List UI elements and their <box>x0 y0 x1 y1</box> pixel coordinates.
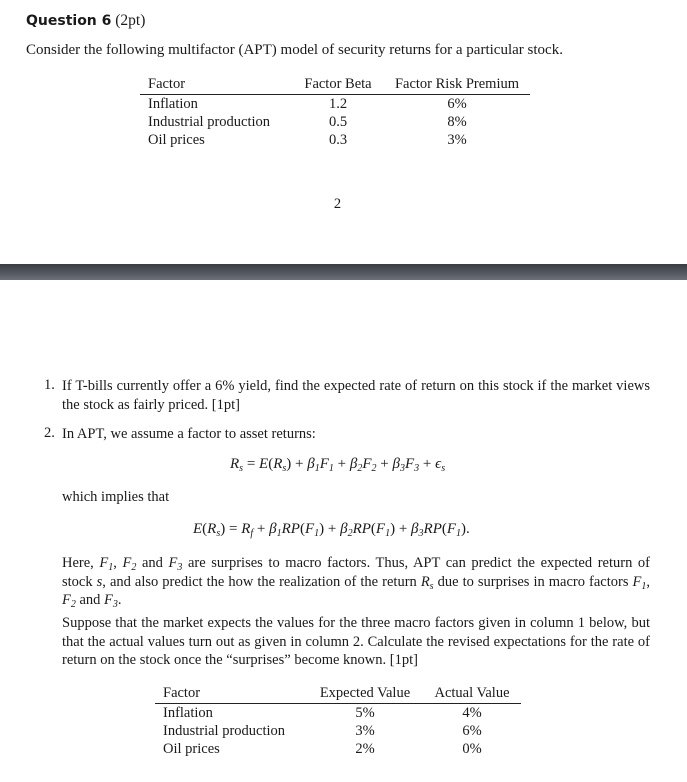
macro-factor-surprise-table <box>155 684 521 758</box>
para-text: and <box>136 555 169 571</box>
table-cell: Inflation <box>163 705 213 721</box>
page-separator <box>0 264 687 280</box>
table-cell: 1.2 <box>328 96 348 112</box>
question-heading <box>26 12 145 30</box>
which-implies-text: which implies that <box>62 489 170 505</box>
table-cell: 5% <box>355 705 375 721</box>
surprises-paragraph: Here, $F_1$, $F_2$ and $F_3$ are surprises to macro factors. Thus, APT can predict the expected return of stock s, and also predict the how the realization of the return $R_s$ due to surprises in macro factors $F_1$, $F_2$ and $F_3$. <box>62 555 651 610</box>
para-text: , and also predict the how the realization of the return <box>102 573 421 590</box>
table-cell: 3% <box>447 132 467 148</box>
table-cell: 3% <box>355 723 375 739</box>
list-item-number: 2. <box>44 425 55 441</box>
para-text: , <box>113 555 123 571</box>
table-cell: 6% <box>447 96 467 112</box>
page-number: 2 <box>333 196 342 212</box>
table-row <box>155 740 521 758</box>
table-row <box>155 704 521 723</box>
table-cell: Inflation <box>148 96 198 112</box>
table-row <box>140 95 530 114</box>
question-label: Question 6 <box>26 13 112 29</box>
suppose-paragraph: Suppose that the market expects the values for the three macro factors given in column 1 below, but that the actual values turn out as given in column 2. Calculate the revised expectations for the rate of return on the stock once the “surprises” become known. [1pt] <box>62 615 650 668</box>
question-points: (2pt) <box>115 12 146 29</box>
equation-expected-return: $E(R_s) = R_f + \beta_1RP(F_1) + \beta_2RP(F_1) + \beta_3RP(F_1)$. <box>193 521 470 539</box>
table-row <box>140 131 530 149</box>
table-cell: Industrial production <box>163 723 286 739</box>
table-row <box>155 722 521 740</box>
table-cell: 0% <box>462 741 482 757</box>
table-header-cell: Expected Value <box>307 684 423 704</box>
table-cell: 6% <box>462 723 482 739</box>
table-header-row <box>155 684 521 704</box>
para-text: . <box>117 592 122 608</box>
table-row <box>140 113 530 131</box>
list-item-number: 1. <box>44 377 55 393</box>
table-cell: 2% <box>355 741 375 757</box>
list-item-text: If T-bills currently offer a 6% yield, find the expected rate of return on this stock if the market views the stock as fairly priced. [1pt] <box>62 378 650 413</box>
table-header-cell: Factor <box>140 75 292 95</box>
table-header-cell: Factor <box>155 684 307 704</box>
table-cell: Oil prices <box>163 741 220 757</box>
table-header-row <box>140 75 530 95</box>
table-cell: 4% <box>462 705 482 721</box>
table-cell: Industrial production <box>148 114 271 130</box>
para-text: Here, <box>62 555 100 571</box>
table-cell: 0.3 <box>328 132 348 148</box>
question-intro: Consider the following multifactor (APT) model of security returns for a particular stock. <box>26 42 563 58</box>
para-text: due to surprises in macro factors <box>433 573 633 590</box>
table-cell: 0.5 <box>328 114 348 130</box>
para-text: and <box>75 592 105 608</box>
table-cell: Oil prices <box>148 132 205 148</box>
list-item-text: In APT, we assume a factor to asset returns: <box>62 426 316 442</box>
table-header-cell: Actual Value <box>423 684 521 704</box>
table-cell: 8% <box>447 114 467 130</box>
table-header-cell: Factor Risk Premium <box>384 75 530 95</box>
table-header-cell: Factor Beta <box>292 75 384 95</box>
equation-return-model: $R_s = E(R_s) + \beta_1F_1 + \beta_2F_2 + \beta_3F_3 + \epsilon_s$ <box>230 456 446 474</box>
factor-beta-table <box>140 75 530 149</box>
para-text: are surprises to macro factors. Thus, APT can predict the expected return of stock <box>62 555 651 590</box>
